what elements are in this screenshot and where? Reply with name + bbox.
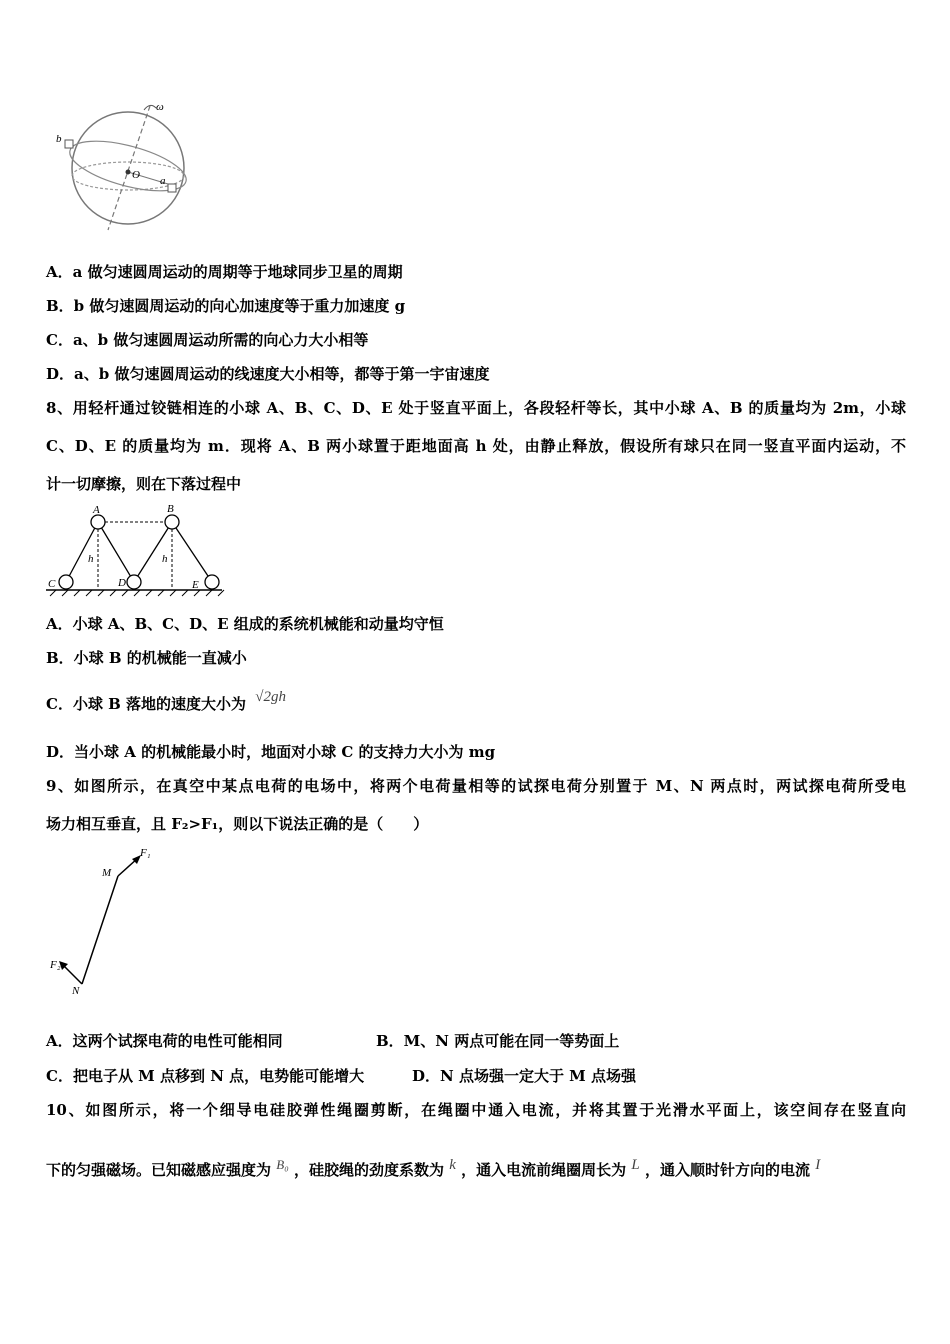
- q9-option-c: C．把电子从 M 点移到 N 点，电势能可能增大: [46, 1067, 365, 1085]
- symbol-i: I: [815, 1157, 821, 1173]
- center-point: [126, 170, 131, 175]
- q7-option-a: A．a 做匀速圆周运动的周期等于地球同步卫星的周期: [46, 263, 403, 281]
- ball-c: [59, 575, 73, 589]
- label-h2: h: [162, 553, 168, 565]
- label-f2: F₂: [50, 959, 61, 971]
- q7-option-d: D．a、b 做匀速圆周运动的线速度大小相等，都等于第一宇宙速度: [46, 365, 490, 383]
- label-omega: ω: [156, 101, 164, 113]
- q10-stem-line1: 10、如图所示，将一个细导电硅胶弹性绳圈剪断，在绳圈中通入电流，并将其置于光滑水平面上，该空间存在竖直向: [46, 1101, 906, 1119]
- q8-option-d: D．当小球 A 的机械能最小时，地面对小球 C 的支持力大小为 mg: [46, 743, 496, 761]
- rod-ad: [98, 522, 134, 582]
- q10-stem-line2: [46, 1157, 821, 1181]
- q7-option-b: B．b 做匀速圆周运动的向心加速度等于重力加速度 g: [46, 297, 406, 315]
- q10-text-b: ，硅胶绳的劲度系数为: [293, 1161, 444, 1179]
- label-c: C: [48, 578, 56, 590]
- ball-b: [165, 515, 179, 529]
- q10-text-a: 下的匀强磁场。已知磁感应强度为: [46, 1161, 272, 1179]
- q8-option-b: B．小球 B 的机械能一直减小: [46, 649, 247, 667]
- symbol-l: L: [631, 1157, 640, 1173]
- rod-ball-figure: [42, 502, 227, 598]
- q8-stem-line1: 8、用轻杆通过铰链相连的小球 A、B、C、D、E 处于竖直平面上，各段轻杆等长，其中小球 A、B 的质量均为 2m，小球: [46, 399, 906, 417]
- label-f1: F₁: [140, 847, 151, 859]
- q8-option-a: A．小球 A、B、C、D、E 组成的系统机械能和动量均守恒: [46, 615, 444, 633]
- label-h1: h: [88, 553, 94, 565]
- q10-text-c: ，通入电流前绳圈周长为: [461, 1161, 627, 1179]
- q9-option-b: B．M、N 两点可能在同一等势面上: [376, 1032, 620, 1050]
- label-b: b: [56, 133, 62, 145]
- sphere-outline: [72, 112, 184, 224]
- rod-be: [172, 522, 212, 582]
- q9-stem-line1: 9、如图所示，在真空中某点电荷的电场中，将两个电荷量相等的试探电荷分别置于 M、N 两点时，两试探电荷所受电: [46, 777, 906, 795]
- rod-bd: [134, 522, 172, 582]
- q9-stem-line2: 场力相互垂直，且 F₂>F₁，则以下说法正确的是（ ）: [46, 815, 429, 833]
- q8-option-c: [46, 689, 287, 715]
- rotation-axis: [108, 106, 150, 230]
- q8-option-c-text: C．小球 B 落地的速度大小为: [46, 695, 247, 713]
- label-d: D: [118, 577, 126, 589]
- q9-option-d: D．N 点场强一定大于 M 点场强: [412, 1067, 636, 1085]
- label-a: A: [93, 504, 100, 516]
- force-figure: [48, 842, 178, 1002]
- label-m: M: [102, 867, 112, 879]
- symbol-k: k: [449, 1157, 456, 1173]
- q7-option-c: C．a、b 做匀速圆周运动所需的向心力大小相等: [46, 331, 369, 349]
- label-n: N: [72, 985, 80, 997]
- sphere-figure: [50, 98, 200, 233]
- label-b: B: [167, 503, 174, 515]
- q8-stem-line2: C、D、E 的质量均为 m．现将 A、B 两小球置于距地面高 h 处，由静止释放，假设所有球只在同一竖直平面内运动，不: [46, 437, 906, 455]
- rod-ac: [66, 522, 98, 582]
- ball-d: [127, 575, 141, 589]
- object-a-box: [168, 184, 176, 192]
- q8-stem-line3: 计一切摩擦，则在下落过程中: [46, 475, 242, 493]
- label-a: a: [160, 175, 166, 187]
- sqrt-2gh: √2gh: [255, 689, 287, 705]
- label-o: O: [132, 169, 140, 181]
- symbol-b0: B₀: [276, 1157, 289, 1172]
- ball-e: [205, 575, 219, 589]
- line-mn: [82, 876, 118, 984]
- q10-text-d: ，通入顺时针方向的电流: [644, 1161, 810, 1179]
- equator-ellipse: [72, 162, 184, 190]
- object-b-box: [65, 140, 73, 148]
- q9-option-a: A．这两个试探电荷的电性可能相同: [46, 1032, 283, 1050]
- ball-a: [91, 515, 105, 529]
- label-e: E: [192, 579, 199, 591]
